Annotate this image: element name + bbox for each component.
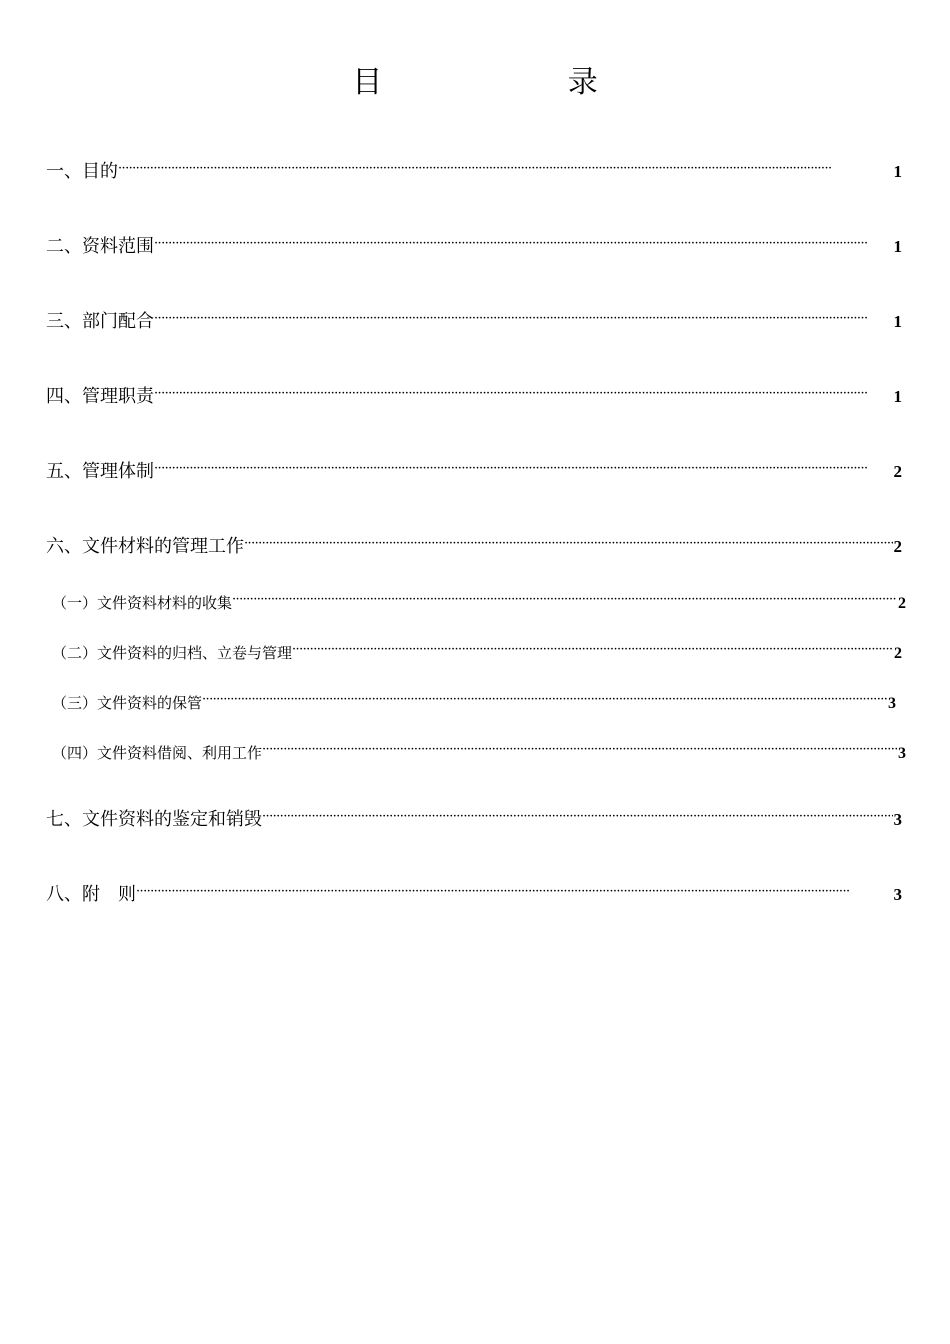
toc-entry[interactable]: [46, 308, 902, 336]
toc-entry-label: （三）文件资料的保管: [52, 694, 203, 712]
toc-page-number: 2: [893, 462, 902, 481]
toc-subentry[interactable]: [52, 689, 896, 717]
toc-page-number: 1: [893, 237, 902, 256]
toc-leader-dots: [202, 686, 887, 714]
toc-page-number: 1: [893, 312, 902, 331]
toc-entry-label: 三、部门配合: [46, 311, 154, 332]
toc-leader-dots: [136, 878, 893, 906]
toc-page-number: 2: [893, 537, 902, 556]
toc-page-number: 3: [888, 695, 896, 712]
toc-entry[interactable]: [46, 458, 902, 486]
toc-entry-label: 七、文件资料的鉴定和销毁: [46, 809, 262, 830]
toc-leader-dots: [262, 736, 897, 764]
toc-page-number: 3: [893, 885, 902, 904]
toc-leader-dots: [244, 530, 893, 558]
toc-leader-dots: [262, 803, 893, 831]
toc-entry[interactable]: [46, 158, 902, 186]
toc-page-number: 1: [893, 162, 902, 181]
toc-leader-dots: [232, 586, 897, 614]
toc-leader-dots: [292, 636, 893, 664]
toc-entry-label: （二）文件资料的归档、立卷与管理: [52, 644, 293, 662]
toc-entry-label: 四、管理职责: [46, 386, 154, 407]
toc-subentry[interactable]: [52, 589, 906, 617]
toc-entry-label: 一、目的: [46, 161, 118, 182]
toc-leader-dots: [118, 155, 893, 183]
toc-entry[interactable]: [46, 533, 902, 561]
toc-entry[interactable]: [46, 881, 902, 909]
toc-entry-label: 八、附 则: [46, 884, 136, 905]
toc-page-number: 2: [898, 595, 906, 612]
toc-entry-label: （一）文件资料材料的收集: [52, 594, 233, 612]
toc-subentry[interactable]: [52, 639, 902, 667]
toc-entry-label: 五、管理体制: [46, 461, 154, 482]
toc-leader-dots: [154, 230, 893, 258]
toc-entry[interactable]: [46, 806, 902, 834]
toc-entry-label: 六、文件材料的管理工作: [46, 536, 244, 557]
toc-entry[interactable]: [46, 233, 902, 261]
toc-page-number: 2: [894, 645, 902, 662]
toc-leader-dots: [154, 380, 893, 408]
toc-page-number: 3: [898, 745, 906, 762]
toc-entry-label: （四）文件资料借阅、利用工作: [52, 744, 263, 762]
toc-subentry[interactable]: [52, 739, 906, 767]
toc-leader-dots: [154, 455, 893, 483]
toc-entry[interactable]: [46, 383, 902, 411]
toc-page-number: 3: [893, 810, 902, 829]
toc-leader-dots: [154, 305, 893, 333]
toc-page-number: 1: [893, 387, 902, 406]
toc-title: 目 录: [352, 65, 686, 100]
toc-entry-label: 二、资料范围: [46, 236, 154, 257]
